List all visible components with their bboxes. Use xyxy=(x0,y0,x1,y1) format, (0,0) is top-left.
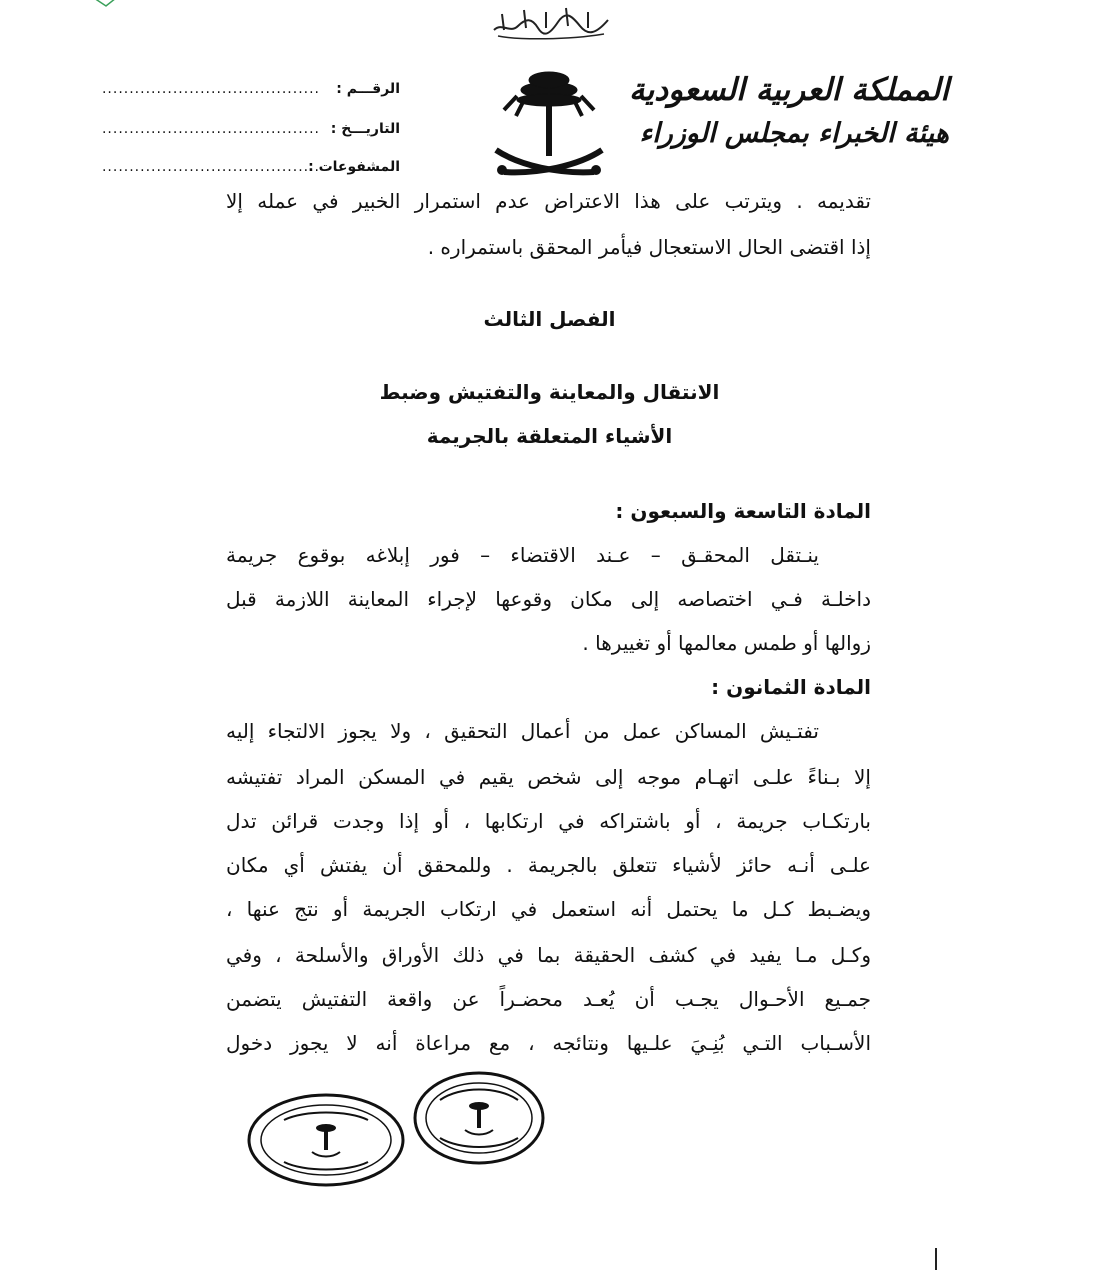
article-80-line: وكـل مـا يفيد في كشف الحقيقة بما في ذلك الأوراق والأسلحة ، وفي xyxy=(226,943,871,967)
field-number-value: ........................................ xyxy=(101,81,320,97)
article-80-line: بارتكـاب جريمة ، أو باشتراكه في ارتكابها ، أو إذا وجدت قرائن تدل xyxy=(226,809,871,833)
intro-line: إذا اقتضى الحال الاستعجال فيأمر المحقق باستمراره . xyxy=(427,235,871,259)
article-79-line: زوالها أو طمس معالمها أو تغييرها . xyxy=(582,631,871,655)
article-79-line: داخلـة فـي اختصاصه إلى مكان وقوعها لإجراء المعاينة اللازمة قبل xyxy=(226,587,871,611)
field-date xyxy=(101,116,400,142)
article-80-title: المادة الثمانون : xyxy=(711,675,871,699)
section-title-line: الانتقال والمعاينة والتفتيش وضبط xyxy=(379,380,720,404)
basmala-calligraphy xyxy=(488,4,614,42)
field-attachments-value: ........................................ xyxy=(101,159,320,175)
section-title-line: الأشياء المتعلقة بالجريمة xyxy=(426,424,673,448)
official-stamp-left xyxy=(246,1092,406,1188)
corner-mark xyxy=(92,0,118,8)
article-80-line: علـى أنـه حائز لأشياء تتعلق بالجريمة . وللمحقق أن يفتش أي مكان xyxy=(226,853,871,877)
article-80-line: إلا بـناءً علـى اتهـام موجه إلى شخص يقيم في المسكن المراد تفتيشه xyxy=(226,765,871,789)
field-number-label: الرقـــم : xyxy=(336,81,400,97)
chapter-title: الفصل الثالث xyxy=(483,307,616,331)
palm-swords-emblem-icon xyxy=(490,66,608,190)
field-attachments-label: المشفوعات : xyxy=(308,159,400,175)
official-stamp-right xyxy=(412,1070,546,1166)
field-attachments xyxy=(101,154,400,180)
field-date-value: ........................................ xyxy=(101,121,320,137)
page-margin-mark xyxy=(935,1248,937,1270)
article-80-line: الأسـباب التـي بُنِـيَ علـيها ونتائجه ، مع مراعاة أنه لا يجوز دخول xyxy=(226,1031,871,1055)
article-79-title: المادة التاسعة والسبعون : xyxy=(615,499,871,523)
field-date-label: التاريـــخ : xyxy=(330,121,400,137)
article-80-line: ويضـبط كـل ما يحتمل أنه استعمل في ارتكاب الجريمة أو نتج عنها ، xyxy=(226,897,871,921)
field-number xyxy=(101,76,400,102)
header-organization-name: هيئة الخبراء بمجلس الوزراء xyxy=(639,118,949,149)
intro-line: تقديمه . ويترتب على هذا الاعتراض عدم استمرار الخبير في عمله إلا xyxy=(226,189,871,213)
header-kingdom-name: المملكة العربية السعودية xyxy=(629,72,949,108)
article-80-line: تفتـيش المساكن عمل من أعمال التحقيق ، ولا يجوز الالتجاء إليه xyxy=(226,719,819,743)
article-80-line: جمـيع الأحـوال يجـب أن يُعـد محضـراً عن واقعة التفتيش يتضمن xyxy=(226,987,871,1011)
article-79-line: ينـتقل المحقـق – عـند الاقتضاء – فور إبلاغه بوقوع جريمة xyxy=(226,543,819,567)
